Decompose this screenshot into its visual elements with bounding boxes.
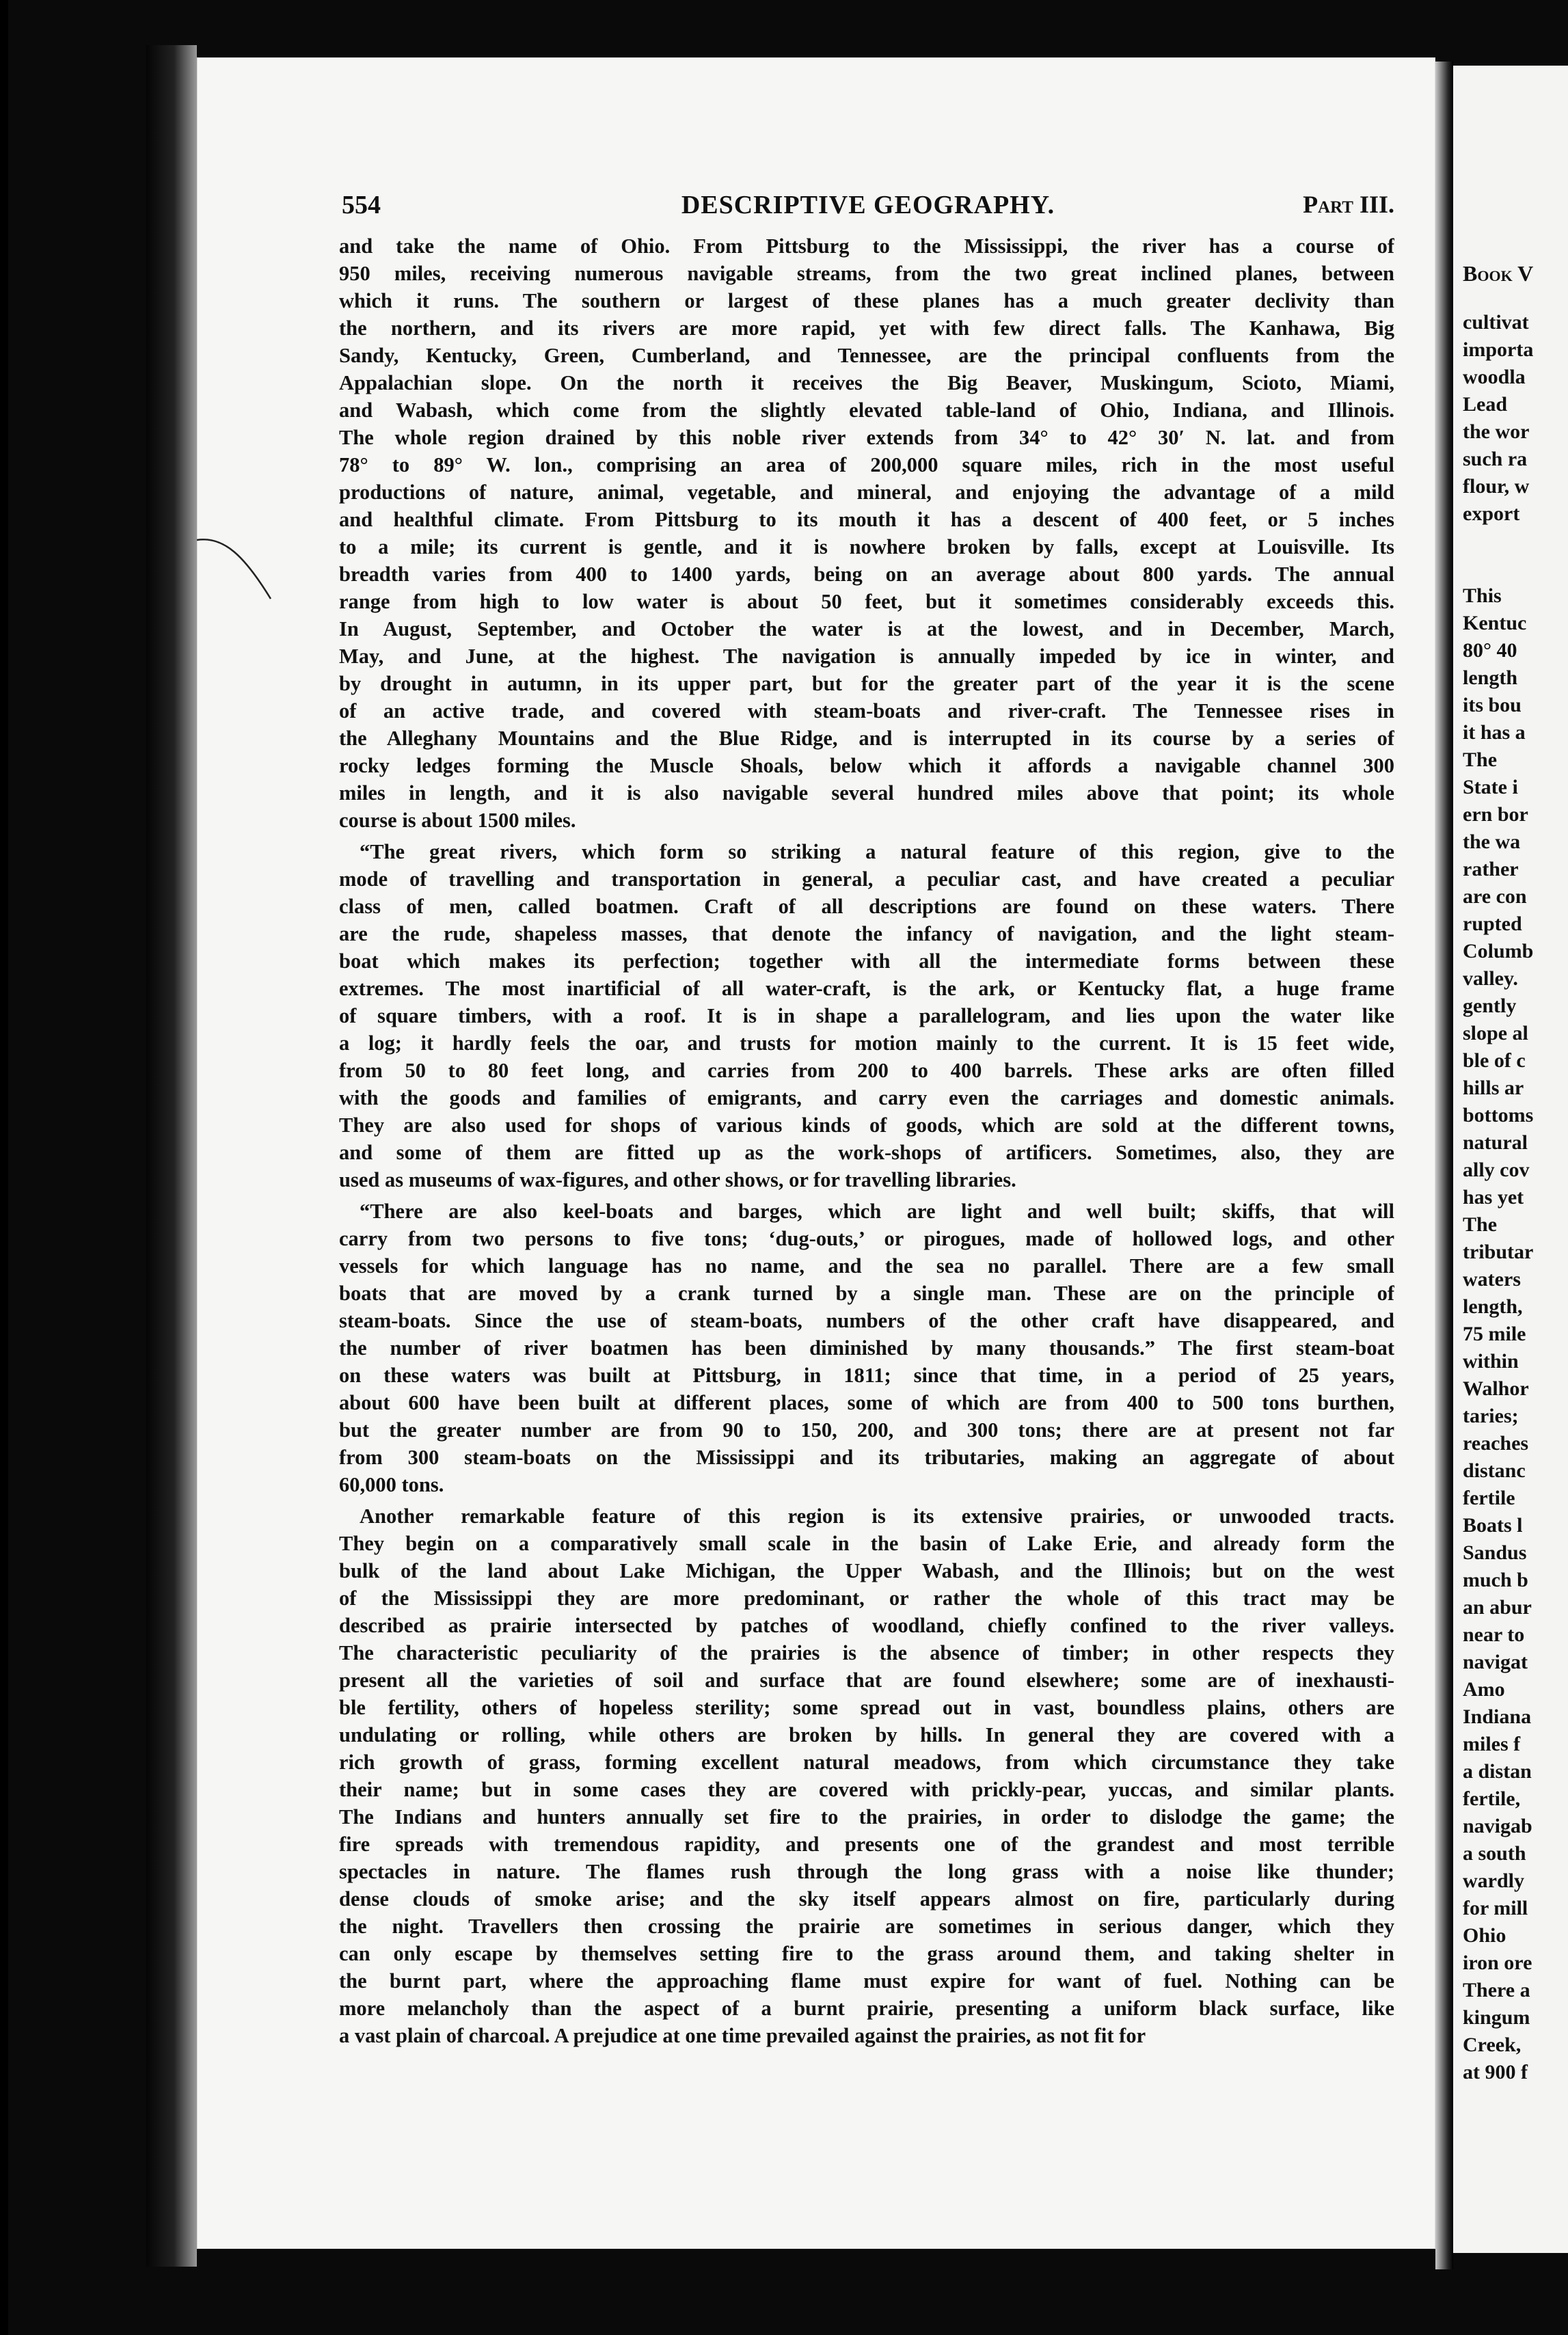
text-line: their name; but in some cases they are covered with prickly-pear, yuccas, and similar plants. [339, 1778, 1394, 1801]
facing-text-line: taries; [1463, 1405, 1519, 1427]
facing-text-line [1463, 555, 1568, 582]
text-line: rocky ledges forming the Muscle Shoals, below which it affords a navigable channel 300 [339, 754, 1394, 777]
facing-page-text [1463, 309, 1568, 2086]
text-line: a log; it hardly feels the oar, and trusts for motion mainly to the current. It is 15 feet wide, [339, 1031, 1394, 1055]
text-line: dense clouds of smoke arise; and the sky itself appears almost on fire, particularly during [339, 1887, 1394, 1911]
facing-text-line: miles f [1463, 1733, 1521, 1755]
text-line: the burnt part, where the approaching flame must expire for want of fuel. Nothing can be [339, 1969, 1394, 1993]
text-line: the number of river boatmen has been diminished by many thousands.” The first steam-boat [339, 1336, 1394, 1360]
facing-text-line: This [1463, 584, 1502, 607]
text-line: They are also used for shops of various kinds of goods, which are sold at the different towns, [339, 1113, 1394, 1137]
text-line: by drought in autumn, in its upper part, but for the greater part of the year it is the scene [339, 672, 1394, 695]
paragraph [339, 1502, 1394, 2049]
facing-text-line: an abur [1463, 1596, 1532, 1619]
text-line: described as prairie intersected by patches of woodland, chiefly confined to the river valleys. [339, 1614, 1394, 1637]
text-line: 78° to 89° W. lon., comprising an area of 200,000 square miles, rich in the most useful [339, 453, 1394, 476]
text-line: ble fertility, others of hopeless sterility; some spread out in vast, boundless plains, others are [339, 1696, 1394, 1719]
facing-text-line: the wor [1463, 420, 1530, 443]
facing-text-line: ally cov [1463, 1159, 1530, 1181]
facing-text-line: fertile [1463, 1487, 1515, 1509]
text-line: extremes. The most inartificial of all water-craft, is the ark, or Kentucky flat, a huge frame [339, 977, 1394, 1000]
facing-running-head: Book V [1463, 261, 1534, 286]
text-line: to a mile; its current is gentle, and it is nowhere broken by falls, except at Louisville. Its [339, 535, 1394, 558]
text-line: course is about 1500 miles. [339, 809, 576, 832]
text-line: can only escape by themselves setting fire to the grass around them, and taking shelter in [339, 1942, 1394, 1965]
text-line: Sandy, Kentucky, Green, Cumberland, and Tennessee, are the principal confluents from the [339, 344, 1394, 367]
facing-text-line: Boats l [1463, 1514, 1523, 1537]
text-line: from 300 steam-boats on the Mississippi and its tributaries, making an aggregate of about [339, 1446, 1394, 1469]
facing-text-line: ern bor [1463, 803, 1528, 826]
text-line: from 50 to 80 feet long, and carries from 200 to 400 barrels. These arks are often filled [339, 1059, 1394, 1082]
text-line: boat which makes its perfection; together with all the intermediate forms between these [339, 949, 1394, 973]
binding-shadow [146, 45, 197, 2267]
text-line: 950 miles, receiving numerous navigable streams, from the two great inclined planes, between [339, 262, 1394, 285]
text-line: carry from two persons to five tons; ‘dug-outs,’ or pirogues, made of hollowed logs, and other [339, 1227, 1394, 1250]
facing-text-line: tributar [1463, 1241, 1534, 1263]
facing-text-line: are con [1463, 885, 1527, 908]
facing-text-line: The [1463, 748, 1498, 771]
text-line: Another remarkable feature of this region is its extensive prairies, or unwooded tracts. [360, 1504, 1394, 1528]
text-line: miles in length, and it is also navigable several hundred miles above that point; its whole [339, 781, 1394, 805]
facing-text-line: iron ore [1463, 1952, 1532, 1974]
text-line: “There are also keel-boats and barges, which are light and well built; skiffs, that will [360, 1200, 1394, 1223]
text-line: more melancholy than the aspect of a burnt prairie, presenting a uniform black surface, like [339, 1997, 1394, 2020]
text-line: class of men, called boatmen. Craft of all descriptions are found on these waters. There [339, 895, 1394, 918]
facing-text-line: reaches [1463, 1432, 1529, 1455]
text-line: The Indians and hunters annually set fire to the prairies, in order to dislodge the game; the [339, 1805, 1394, 1828]
facing-text-line: wardly [1463, 1870, 1524, 1892]
facing-text-line: importa [1463, 338, 1534, 361]
page-body-text [339, 232, 1394, 2092]
text-line: 60,000 tons. [339, 1473, 444, 1496]
text-line: the Alleghany Mountains and the Blue Ridge, and is interrupted in its course by a series of [339, 727, 1394, 750]
margin-pencil-mark [197, 509, 279, 604]
facing-text-line: flour, w [1463, 475, 1530, 498]
text-line: with the goods and families of emigrants, and carry even the carriages and domestic animals. [339, 1086, 1394, 1109]
text-line: but the greater number are from 90 to 150, 200, and 300 tons; there are at present not far [339, 1418, 1394, 1442]
facing-text-line: waters [1463, 1268, 1521, 1291]
paragraph [339, 838, 1394, 1193]
facing-text-line: navigab [1463, 1815, 1532, 1837]
facing-text-line: fertile, [1463, 1787, 1521, 1810]
facing-text-line: a distan [1463, 1760, 1532, 1783]
facing-text-line: There a [1463, 1979, 1530, 2001]
text-line: the night. Travellers then crossing the prairie are sometimes in serious danger, which they [339, 1915, 1394, 1938]
running-header [342, 190, 1394, 228]
facing-text-line: such ra [1463, 448, 1528, 470]
text-line: They begin on a comparatively small scale in the basin of Lake Erie, and already form the [339, 1532, 1394, 1555]
text-line: used as museums of wax-figures, and other shows, or for travelling libraries. [339, 1168, 1016, 1191]
facing-text-line: export [1463, 502, 1520, 525]
text-line: of an active trade, and covered with steam-boats and river-craft. The Tennessee rises in [339, 699, 1394, 723]
text-line: present all the varieties of soil and surface that are found elsewhere; some are of inexhausti- [339, 1669, 1394, 1692]
text-line: breadth varies from 400 to 1400 yards, being on an average about 800 yards. The annual [339, 563, 1394, 586]
facing-text-line: within [1463, 1350, 1519, 1373]
text-line: about 600 have been built at different places, some of which are from 400 to 500 tons burthen, [339, 1391, 1394, 1414]
facing-text-line: cultivat [1463, 311, 1529, 334]
facing-text-line: Amo [1463, 1678, 1505, 1701]
text-line: steam-boats. Since the use of steam-boats, numbers of the other craft have disappeared, and [339, 1309, 1394, 1332]
text-line: and take the name of Ohio. From Pittsburg to the Mississippi, the river has a course of [339, 234, 1394, 258]
facing-text-line: 75 mile [1463, 1323, 1526, 1345]
paragraph [339, 1198, 1394, 1498]
text-line: and healthful climate. From Pittsburg to its mouth it has a descent of 400 feet, or 5 inches [339, 508, 1394, 531]
scan-border [0, 0, 8, 2335]
text-line: range from high to low water is about 50 feet, but it sometimes considerably exceeds this. [339, 590, 1394, 613]
text-line: The whole region drained by this noble river extends from 34° to 42° 30′ N. lat. and from [339, 426, 1394, 449]
facing-text-line: State i [1463, 776, 1518, 798]
text-line: are the rude, shapeless masses, that denote the infancy of navigation, and the light steam- [339, 922, 1394, 945]
text-line: vessels for which language has no name, and the sea no parallel. There are a few small [339, 1254, 1394, 1278]
text-line: undulating or rolling, while others are broken by hills. In general they are covered with a [339, 1723, 1394, 1746]
facing-text-line: kingum [1463, 2006, 1530, 2029]
text-line: boats that are moved by a crank turned by a single man. These are on the principle of [339, 1282, 1394, 1305]
running-title: DESCRIPTIVE GEOGRAPHY. [681, 191, 1055, 219]
facing-text-line: Columb [1463, 940, 1534, 962]
text-line: May, and June, at the highest. The navigation is annually impeded by ice in winter, and [339, 645, 1394, 668]
facing-text-line: natural [1463, 1131, 1528, 1154]
facing-text-line: its bou [1463, 694, 1522, 716]
facing-text-line: rather [1463, 858, 1519, 880]
facing-text-line: it has a [1463, 721, 1526, 744]
facing-text-line: for mill [1463, 1897, 1528, 1919]
text-line: fire spreads with tremendous rapidity, and presents one of the grandest and most terrible [339, 1833, 1394, 1856]
facing-text-line: length [1463, 666, 1518, 689]
facing-text-line: Indiana [1463, 1705, 1532, 1728]
facing-text-line: Sandus [1463, 1541, 1527, 1564]
text-line: mode of travelling and transportation in general, a peculiar cast, and have created a peculiar [339, 867, 1394, 891]
facing-text-line: rupted [1463, 913, 1522, 935]
page-number: 554 [342, 191, 381, 219]
facing-text-line: the wa [1463, 831, 1521, 853]
facing-text-line: Kentuc [1463, 612, 1527, 634]
facing-text-line: gently [1463, 995, 1517, 1017]
text-line: of square timbers, with a roof. It is in shape a parallelogram, and lies upon the water like [339, 1004, 1394, 1027]
part-label: Part III. [1303, 191, 1394, 218]
text-line: on these waters was built at Pittsburg, in 1811; since that time, in a period of 25 years, [339, 1364, 1394, 1387]
facing-text-line: navigat [1463, 1651, 1528, 1673]
facing-text-line: woodla [1463, 366, 1526, 388]
text-line: bulk of the land about Lake Michigan, the Upper Wabash, and the Illinois; but on the west [339, 1559, 1394, 1582]
text-line: In August, September, and October the water is at the lowest, and in December, March, [339, 617, 1394, 640]
facing-text-line: distanc [1463, 1459, 1526, 1482]
paragraph [339, 232, 1394, 834]
facing-text-line: slope al [1463, 1022, 1528, 1044]
facing-text-line: Ohio [1463, 1924, 1506, 1947]
text-line: “The great rivers, which form so striking a natural feature of this region, give to the [360, 840, 1394, 863]
facing-text-line [1463, 528, 1568, 555]
facing-text-line: Lead [1463, 393, 1508, 416]
facing-text-line: bottoms [1463, 1104, 1534, 1126]
facing-text-line: near to [1463, 1623, 1525, 1646]
facing-text-line: a south [1463, 1842, 1526, 1865]
text-line: a vast plain of charcoal. A prejudice at one time prevailed against the prairies, as not fit for [339, 2024, 1146, 2047]
text-line: the northern, and its rivers are more rapid, yet with few direct falls. The Kanhawa, Big [339, 316, 1394, 340]
facing-text-line: much b [1463, 1569, 1528, 1591]
text-line: which it runs. The southern or largest of these planes has a much greater declivity than [339, 289, 1394, 312]
book-gutter [1435, 62, 1453, 2269]
facing-text-line: at 900 f [1463, 2061, 1528, 2083]
text-line: spectacles in nature. The flames rush through the long grass with a noise like thunder; [339, 1860, 1394, 1883]
facing-text-line: ble of c [1463, 1049, 1526, 1072]
text-line: and some of them are fitted up as the work-shops of artificers. Sometimes, also, they are [339, 1141, 1394, 1164]
facing-text-line: length, [1463, 1295, 1523, 1318]
facing-text-line: has yet [1463, 1186, 1524, 1209]
facing-text-line: Creek, [1463, 2034, 1522, 2056]
text-line: of the Mississippi they are more predominant, or rather the whole of this tract may be [339, 1587, 1394, 1610]
text-line: Appalachian slope. On the north it receives the Big Beaver, Muskingum, Scioto, Miami, [339, 371, 1394, 394]
facing-text-line: hills ar [1463, 1077, 1524, 1099]
facing-page-fragment [1453, 66, 1568, 2253]
text-line: productions of nature, animal, vegetable, and mineral, and enjoying the advantage of a mild [339, 481, 1394, 504]
facing-text-line: 80° 40 [1463, 639, 1517, 662]
facing-text-line: valley. [1463, 967, 1518, 990]
text-line: and Wabash, which come from the slightly elevated table-land of Ohio, Indiana, and Illinois. [339, 399, 1394, 422]
text-line: rich growth of grass, forming excellent natural meadows, from which circumstance they take [339, 1751, 1394, 1774]
facing-text-line: Walhor [1463, 1377, 1529, 1400]
text-line: The characteristic peculiarity of the prairies is the absence of timber; in other respects they [339, 1641, 1394, 1664]
facing-text-line: The [1463, 1213, 1498, 1236]
